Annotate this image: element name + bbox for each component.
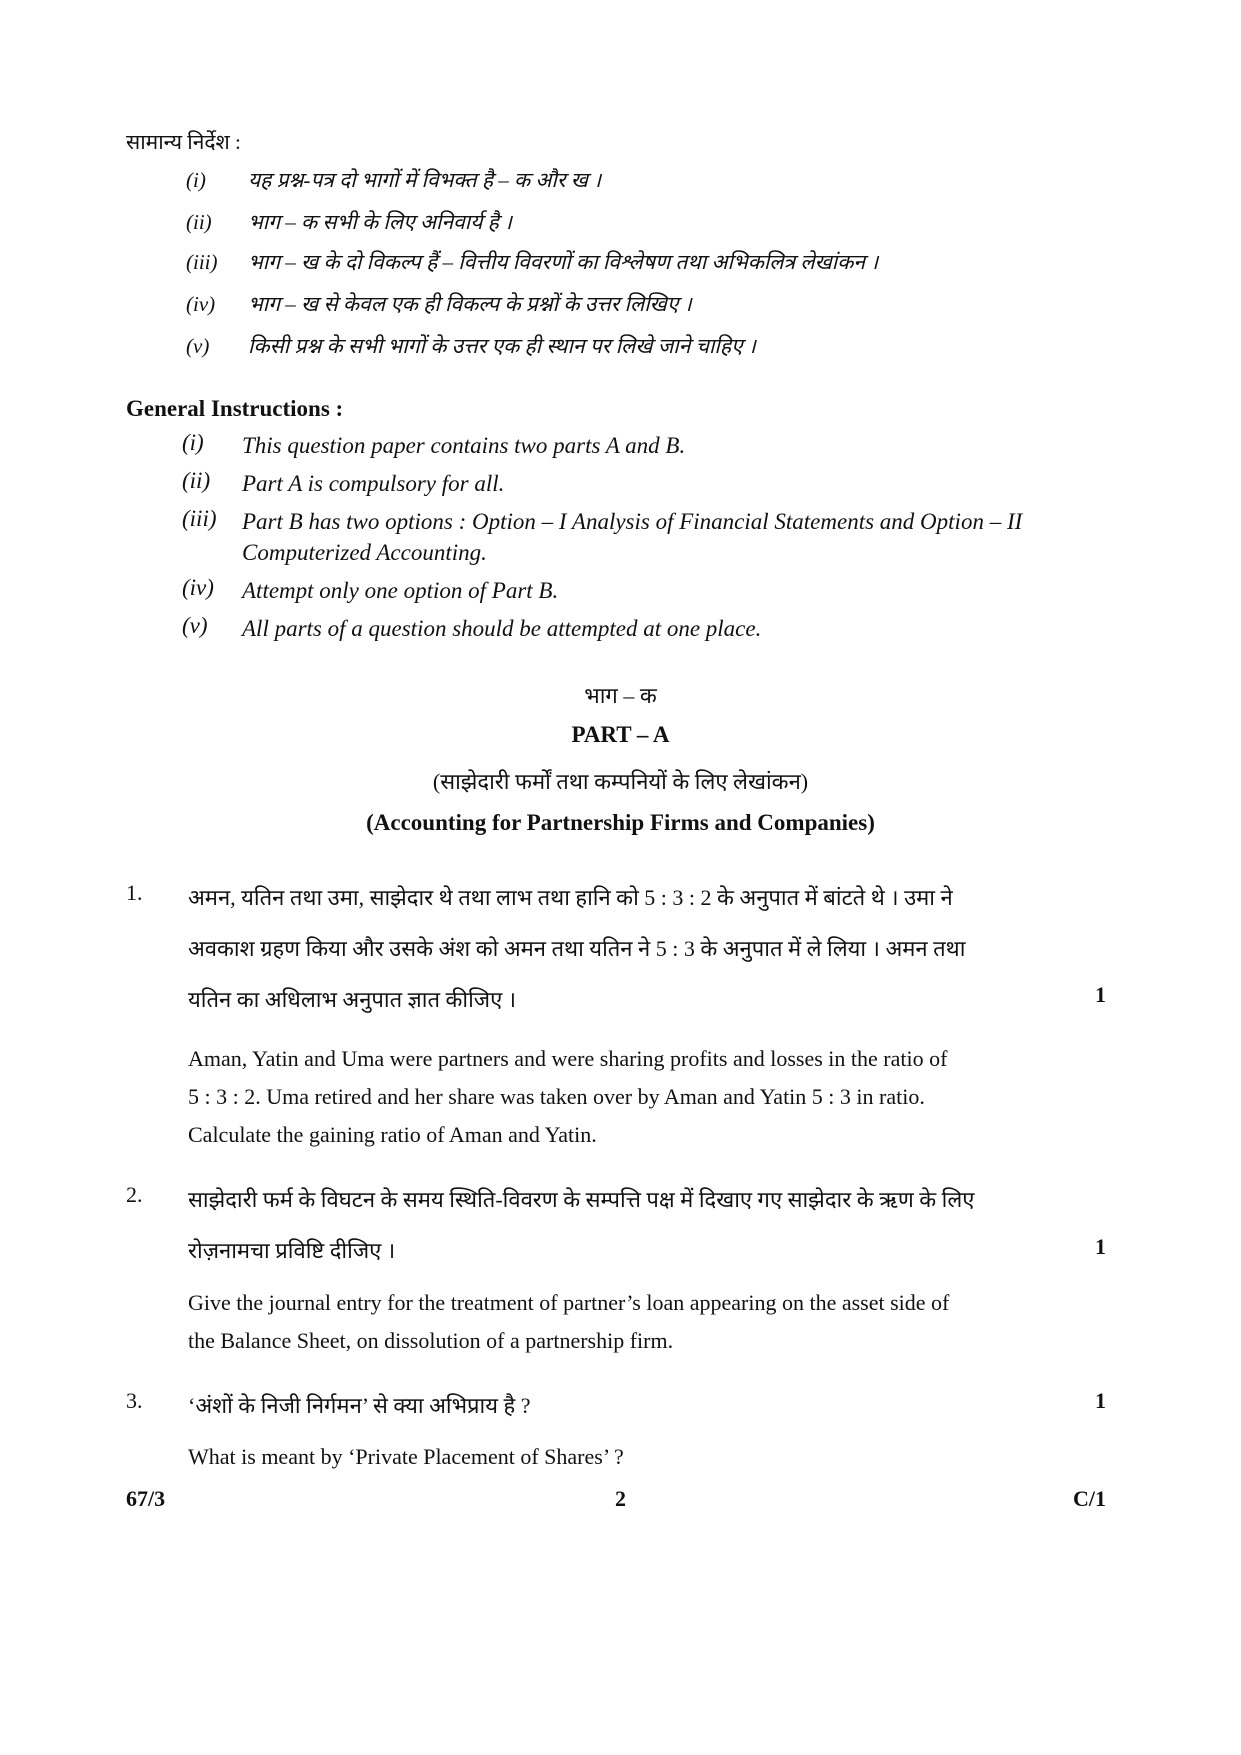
hindi-instruction-item: (iii) भाग – ख के दो विकल्प हैं – वित्तीय विवरणों का विश्लेषण तथा अभिकलित्र लेखांकन ।: [186, 250, 879, 274]
question-hindi-text: साझेदारी फर्म के विघटन के समय स्थिति-विवरण के सम्पत्ति पक्ष में दिखाए गए साझेदार के ऋण के लिए रोज़नामचा प्रविष्टि दीजिए ।: [188, 1187, 975, 1263]
question-number: 3.: [126, 1388, 143, 1413]
english-instruction-item: (i) This question paper contains two parts A and B.: [182, 430, 686, 458]
section-subtitle-hindi: (साझेदारी फर्मों तथा कम्पनियों के लिए लेखांकन): [432, 769, 809, 794]
question-hindi-text: ‘अंशों के निजी निर्गमन’ से क्या अभिप्राय है ?: [188, 1393, 531, 1418]
set-code: C/1: [1073, 1486, 1106, 1511]
section-title-hindi: भाग – क: [584, 683, 657, 708]
question-english-text: What is meant by ‘Private Placement of Shares’ ?: [188, 1444, 624, 1469]
question-number: 2.: [126, 1182, 143, 1207]
english-instruction-item: (v) All parts of a question should be attempted at one place.: [182, 613, 762, 641]
question-english-text: Give the journal entry for the treatment of partner’s loan appearing on the asset side of the Balance Sheet, on dissolution of a partnership firm.: [188, 1290, 950, 1353]
paper-code: 67/3: [126, 1486, 166, 1511]
hindi-instruction-item: (v) किसी प्रश्न के सभी भागों के उत्तर एक ही स्थान पर लिखे जाने चाहिए ।: [186, 334, 756, 358]
section-subtitle-english: (Accounting for Partnership Firms and Companies): [366, 810, 875, 835]
hindi-instruction-item: (iv) भाग – ख से केवल एक ही विकल्प के प्रश्नों के उत्तर लिखिए ।: [186, 292, 692, 316]
hindi-instruction-item: (i) यह प्रश्न-पत्र दो भागों में विभक्त है – क और ख ।: [186, 168, 602, 192]
hindi-instruction-item: (ii) भाग – क सभी के लिए अनिवार्य है ।: [186, 210, 513, 234]
question-number: 1.: [126, 880, 143, 905]
english-instructions-heading: General Instructions :: [126, 396, 344, 421]
question-marks: 1: [1095, 982, 1106, 1007]
page-number: 2: [615, 1486, 626, 1511]
english-instruction-item: (ii) Part A is compulsory for all.: [182, 468, 505, 496]
english-instruction-item: (iv) Attempt only one option of Part B.: [182, 575, 559, 603]
question-marks: 1: [1095, 1234, 1106, 1259]
question-marks: 1: [1095, 1388, 1106, 1413]
question-hindi-text: अमन, यतिन तथा उमा, साझेदार थे तथा लाभ तथा हानि को 5 : 3 : 2 के अनुपात में बांटते थे । उमा ने अवकाश ग्रहण किया और उसके अंश को अमन तथा यतिन ने 5 : 3 के अनुपात में ले लिया । अमन तथा यतिन का अधिलाभ अनुपात ज्ञात कीजिए ।: [188, 885, 966, 1012]
section-title-english: PART – A: [571, 722, 670, 747]
question-english-text: Aman, Yatin and Uma were partners and were sharing profits and losses in the ratio of 5 : 3 : 2. Uma retired and her share was taken over by Aman and Yatin 5 : 3 in ratio. Calculate the gaining ratio of Aman and Yatin.: [188, 1046, 948, 1147]
hindi-instructions-heading: सामान्य निर्देश :: [126, 130, 241, 154]
english-instruction-item: (iii) Part B has two options : Option – I Analysis of Financial Statements and Option – II Computerized Accounting.: [182, 506, 1023, 565]
